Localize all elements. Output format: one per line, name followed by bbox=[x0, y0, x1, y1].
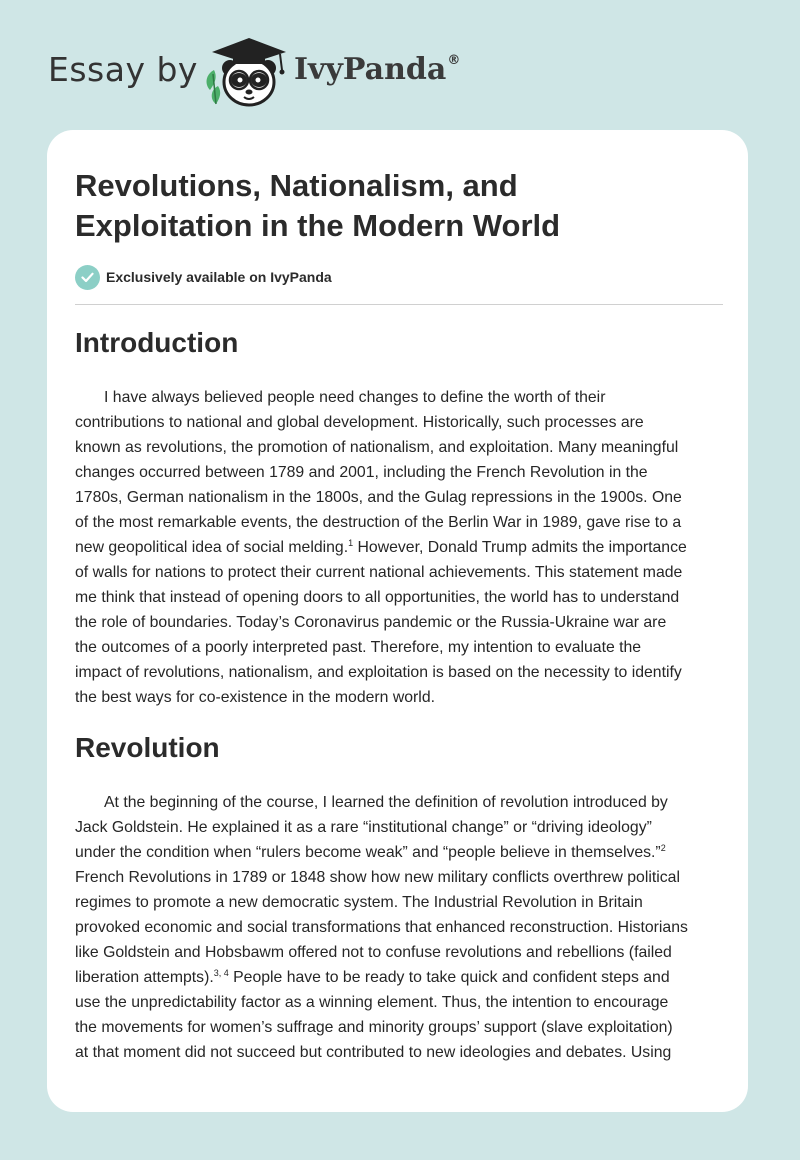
paragraph-line: Jack Goldstein. He explained it as a rare “institutional change” or “driving ideology” bbox=[75, 819, 652, 836]
paragraph-line bbox=[75, 965, 723, 990]
paragraph-line: the role of boundaries. Today’s Coronavirus pandemic or the Russia-Ukraine war are bbox=[75, 614, 667, 631]
paragraph-line: the outcomes of a poorly interpreted past. Therefore, my intention to evaluate the bbox=[75, 639, 642, 656]
brand-name-text: IvyPanda bbox=[294, 52, 447, 87]
footnote-ref[interactable]: 2 bbox=[660, 843, 666, 853]
brand-name[interactable] bbox=[294, 52, 460, 87]
essay-card bbox=[47, 130, 748, 1112]
badge-text: Exclusively available on IvyPanda bbox=[106, 269, 332, 285]
brand-prefix: Essay by bbox=[48, 50, 198, 89]
line-text: However, Donald Trump admits the importance bbox=[353, 539, 687, 556]
line-text: People have to be ready to take quick and confident steps and bbox=[228, 969, 670, 986]
paragraph-line: I have always believed people need changes to define the worth of their bbox=[104, 389, 606, 406]
paragraph-line: use the unpredictability factor as a winning element. Thus, the intention to encourage bbox=[75, 994, 669, 1011]
essay-title bbox=[75, 166, 695, 246]
section-heading: Revolution bbox=[75, 732, 220, 763]
paragraph-line: changes occurred between 1789 and 2001, including the French Revolution in the bbox=[75, 464, 648, 481]
site-header bbox=[0, 0, 800, 130]
paragraph-line: 1780s, German nationalism in the 1800s, and the Gulag repressions in the 1900s. One bbox=[75, 489, 682, 506]
paragraph-line: French Revolutions in 1789 or 1848 show how new military conflicts overthrew political bbox=[75, 869, 680, 886]
paragraph-line: the movements for women’s suffrage and minority groups’ support (slave exploitation) bbox=[75, 1019, 673, 1036]
paragraph-line: contributions to national and global development. Historically, such processes are bbox=[75, 414, 644, 431]
paragraph-line: the best ways for co-existence in the modern world. bbox=[75, 689, 435, 706]
line-text: new geopolitical idea of social melding. bbox=[75, 539, 349, 556]
footnote-ref[interactable]: 3, 4 bbox=[213, 968, 229, 978]
paragraph-line bbox=[75, 840, 723, 865]
registered-mark: ® bbox=[447, 53, 461, 68]
line-text: liberation attempts). bbox=[75, 969, 214, 986]
section-paragraph bbox=[75, 790, 723, 1065]
paragraph-line: impact of revolutions, nationalism, and exploitation is based on the necessity to identify bbox=[75, 664, 682, 681]
line-text: under the condition when “rulers become weak” and “people believe in themselves.” bbox=[75, 844, 661, 861]
paragraph-line: provoked economic and social transformations that enhanced reconstruction. Historians bbox=[75, 919, 688, 936]
paragraph-line: at that moment did not succeed but contributed to new ideologies and debates. Using bbox=[75, 1044, 672, 1061]
title-divider bbox=[75, 304, 723, 305]
section-heading: Introduction bbox=[75, 327, 239, 358]
essay-body bbox=[75, 321, 723, 1065]
section-paragraph bbox=[75, 385, 723, 710]
paragraph-line: of the most remarkable events, the destruction of the Berlin War in 1989, gave rise to a bbox=[75, 514, 682, 531]
check-circle-icon bbox=[75, 265, 100, 290]
paragraph-line: At the beginning of the course, I learned the definition of revolution introduced by bbox=[104, 794, 668, 811]
essay-title-line-1: Revolutions, Nationalism, and bbox=[75, 168, 518, 203]
essay-title-line-2: Exploitation in the Modern World bbox=[75, 208, 561, 243]
paragraph-line: known as revolutions, the promotion of nationalism, and exploitation. Many meaningful bbox=[75, 439, 679, 456]
panda-graduate-logo-icon[interactable] bbox=[200, 34, 296, 108]
paragraph-line bbox=[75, 535, 723, 560]
paragraph-line: me think that instead of opening doors to all opportunities, the world has to understand bbox=[75, 589, 680, 606]
paragraph-line: of walls for nations to protect their current national achievements. This statement made bbox=[75, 564, 683, 581]
paragraph-line: like Goldstein and Hobsbawm offered not to confuse revolutions and rebellions (failed bbox=[75, 944, 672, 961]
footnote-ref[interactable]: 1 bbox=[348, 538, 354, 548]
exclusive-badge bbox=[75, 264, 332, 290]
paragraph-line: regimes to promote a new democratic system. The Industrial Revolution in Britain bbox=[75, 894, 643, 911]
